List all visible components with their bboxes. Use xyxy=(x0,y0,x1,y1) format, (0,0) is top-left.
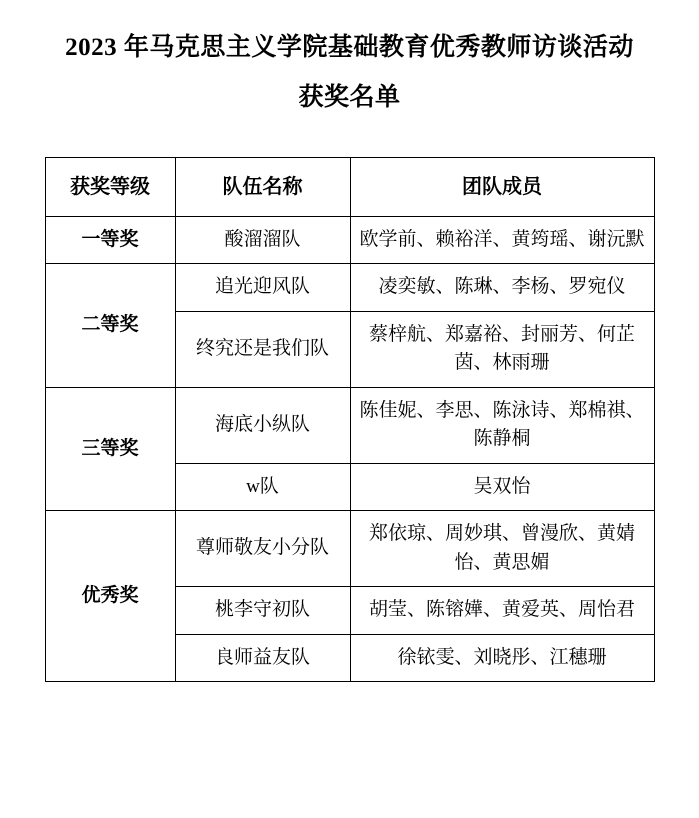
team-name-cell: 桃李守初队 xyxy=(175,587,350,635)
team-members-cell: 胡莹、陈镕嬅、黄爱英、周怡君 xyxy=(350,587,654,635)
team-name-cell: 终究还是我们队 xyxy=(175,311,350,387)
column-header-level: 获奖等级 xyxy=(45,157,175,216)
page-title-line-2: 获奖名单 xyxy=(298,84,401,112)
table-row xyxy=(45,216,654,264)
table-row xyxy=(45,387,654,463)
team-name-cell: 良师益友队 xyxy=(175,634,350,682)
column-header-members: 团队成员 xyxy=(350,157,654,216)
table-header-row xyxy=(45,157,654,216)
team-name-cell: 尊师敬友小分队 xyxy=(175,511,350,587)
table-row xyxy=(45,511,654,587)
page-title-line-1: 2023 年马克思主义学院基础教育优秀教师访谈活动 xyxy=(65,34,634,61)
team-members-cell: 陈佳妮、李思、陈泳诗、郑棉祺、陈静桐 xyxy=(350,387,654,463)
table-body xyxy=(45,216,654,682)
team-members-cell: 吴双怡 xyxy=(350,463,654,511)
team-name-cell: w队 xyxy=(175,463,350,511)
team-name-cell: 海底小纵队 xyxy=(175,387,350,463)
team-members-cell: 徐铱雯、刘晓彤、江穗珊 xyxy=(350,634,654,682)
team-name-cell: 追光迎风队 xyxy=(175,264,350,312)
award-level-cell: 一等奖 xyxy=(45,216,175,264)
award-table xyxy=(45,157,655,683)
award-level-cell: 优秀奖 xyxy=(45,511,175,682)
team-name-cell: 酸溜溜队 xyxy=(175,216,350,264)
team-members-cell: 蔡梓航、郑嘉裕、封丽芳、何芷茵、林雨珊 xyxy=(350,311,654,387)
team-members-cell: 郑依琼、周妙琪、曾漫欣、黄婧怡、黄思媚 xyxy=(350,511,654,587)
award-level-cell: 二等奖 xyxy=(45,264,175,388)
team-members-cell: 欧学前、赖裕洋、黄筠瑶、谢沅默 xyxy=(350,216,654,264)
award-level-cell: 三等奖 xyxy=(45,387,175,511)
page-title xyxy=(0,0,699,117)
team-members-cell: 凌奕敏、陈琳、李杨、罗宛仪 xyxy=(350,264,654,312)
award-table-container xyxy=(0,157,699,683)
column-header-team: 队伍名称 xyxy=(175,157,350,216)
table-header xyxy=(45,157,654,216)
table-row xyxy=(45,264,654,312)
